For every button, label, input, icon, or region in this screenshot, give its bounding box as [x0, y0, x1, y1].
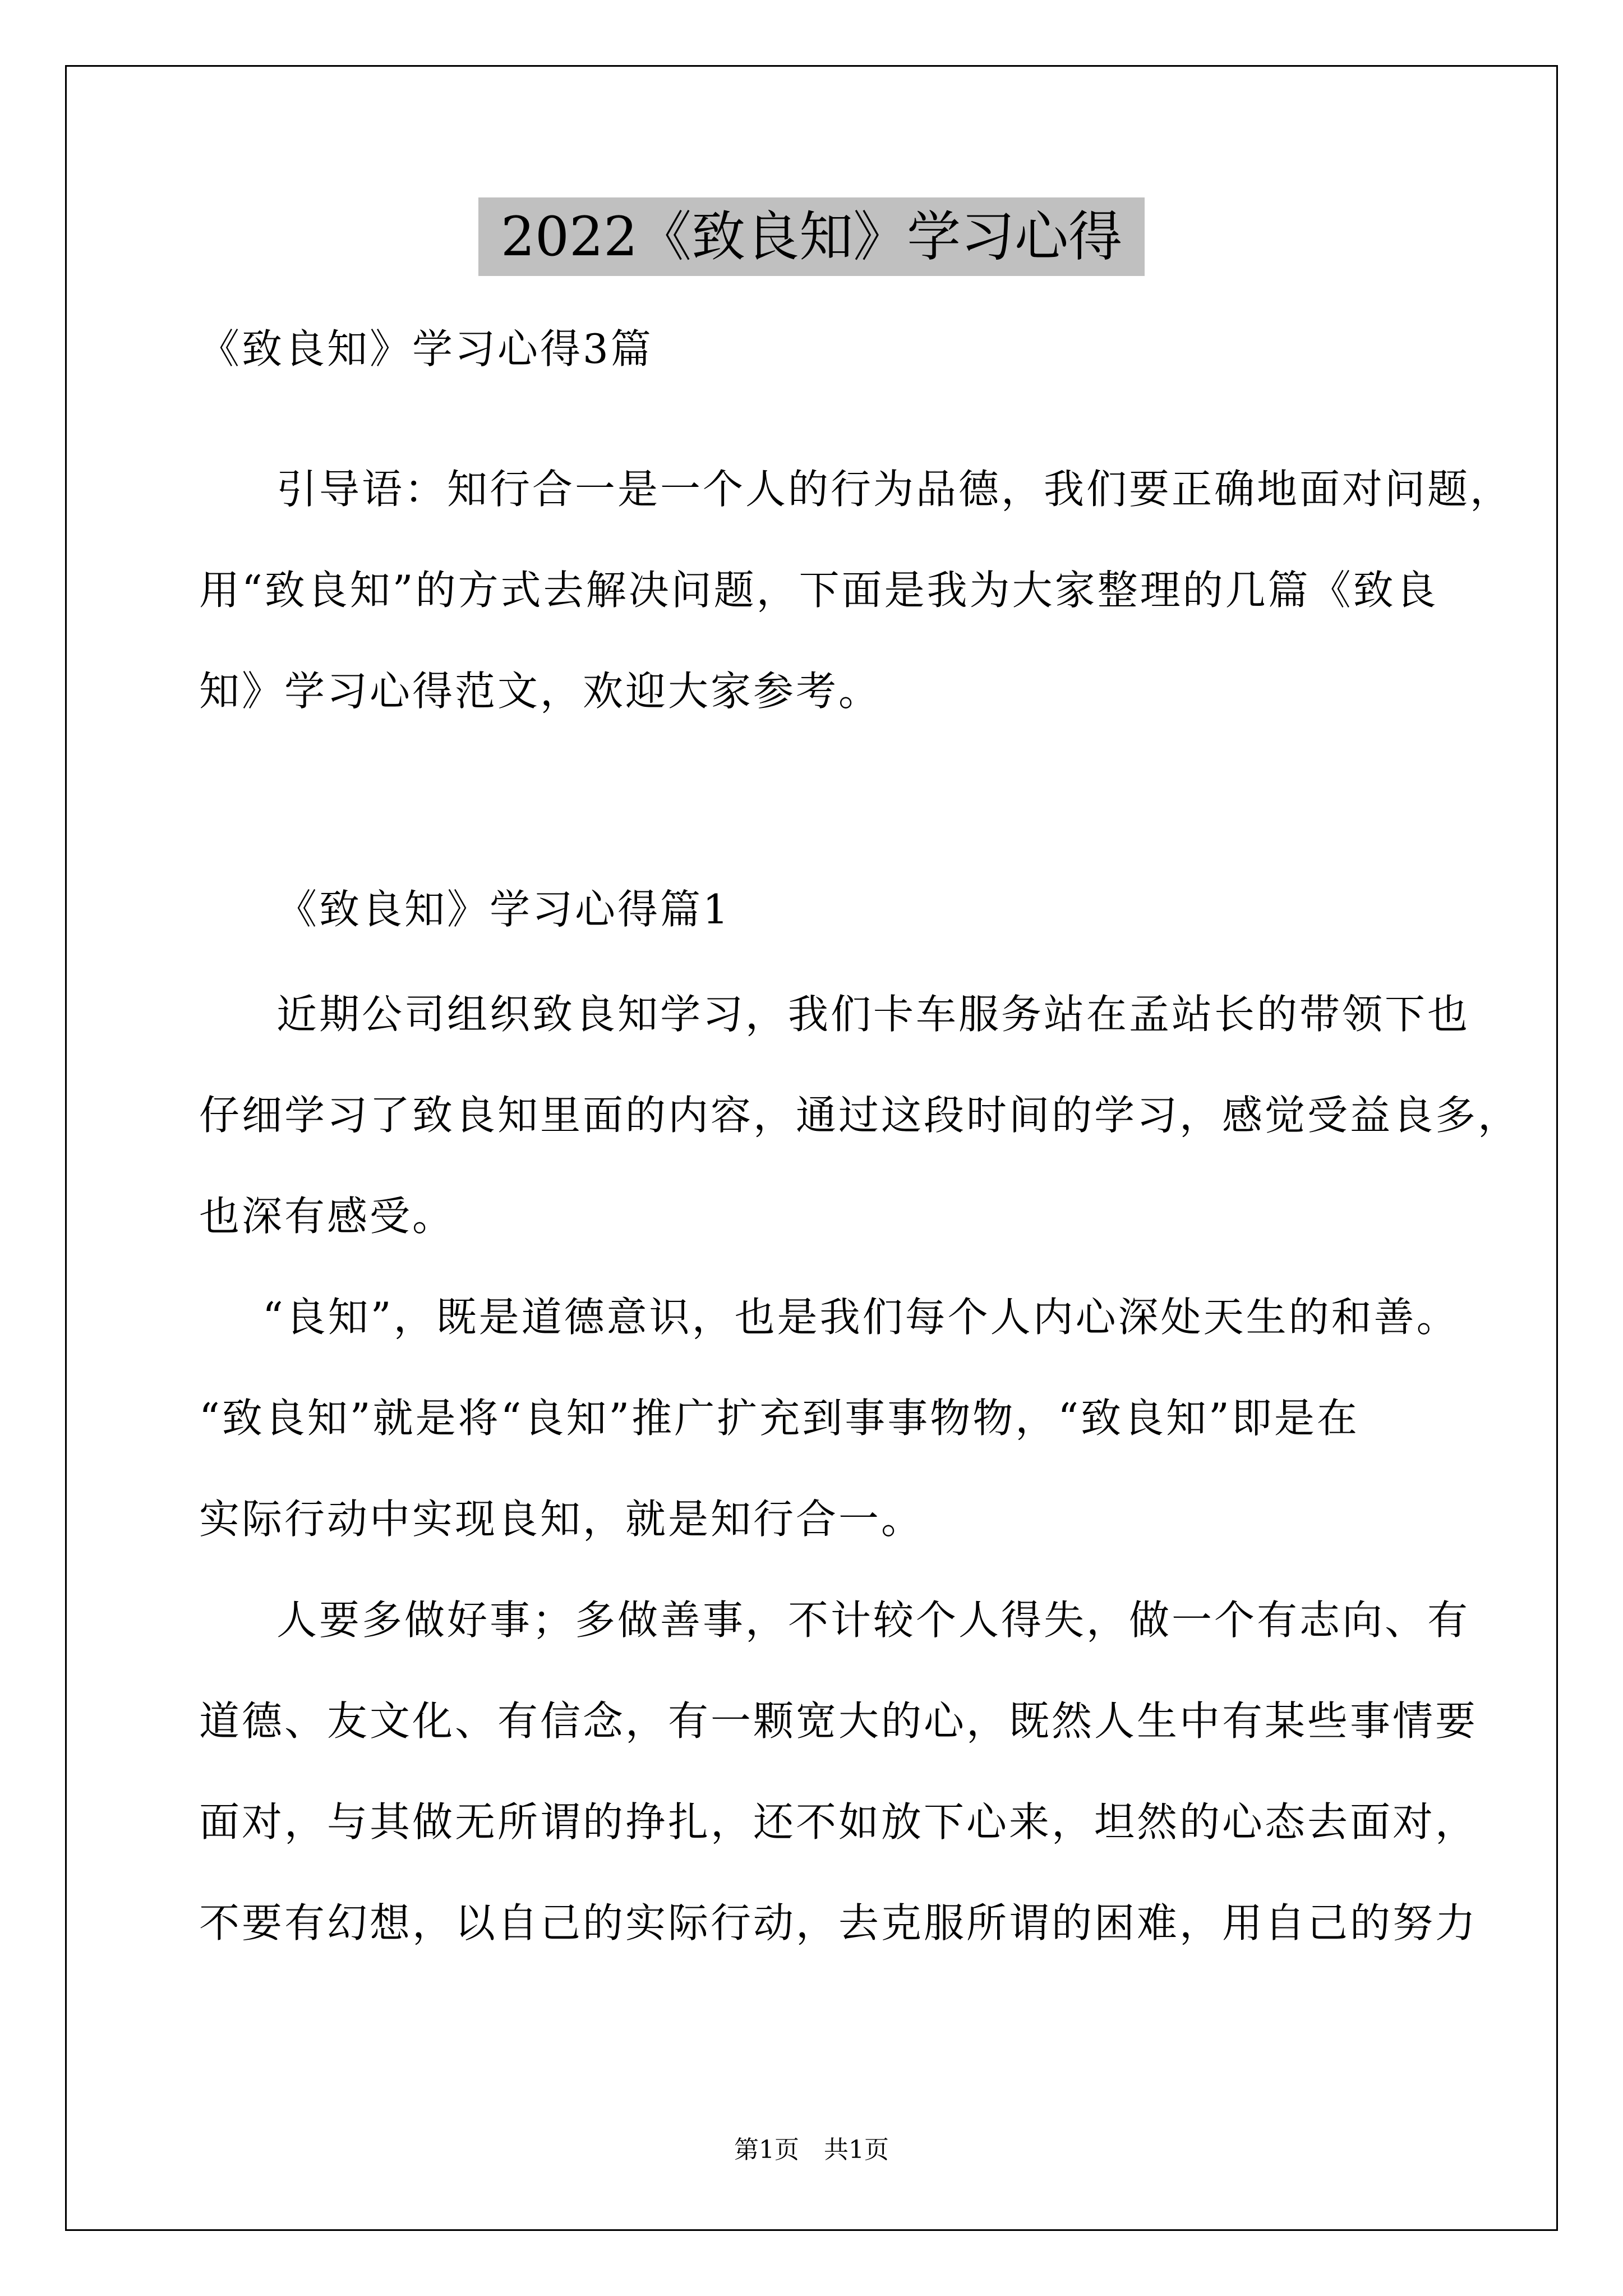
body-line: 不要有幻想，以自己的实际行动，去克服所谓的困难，用自己的努力	[199, 1899, 1478, 1947]
body-line: “致良知”就是将“良知”推广扩充到事事物物，“致良知”即是在	[199, 1395, 1359, 1442]
page-footer: 第1页 共1页	[734, 2136, 889, 2164]
document-title: 2022《致良知》学习心得	[478, 197, 1145, 276]
body-line: 也深有感受。	[199, 1193, 455, 1240]
body-line: 仔细学习了致良知里面的内容，通过这段时间的学习，感觉受益良多，	[199, 1092, 1521, 1139]
body-line: 人要多做好事；多做善事，不计较个人得失，做一个有志向、有	[276, 1596, 1470, 1644]
body-line: 实际行动中实现良知，就是知行合一。	[199, 1496, 924, 1543]
body-line: 近期公司组织致良知学习，我们卡车服务站在孟站长的带领下也	[276, 991, 1470, 1038]
section-heading: 《致良知》学习心得篇1	[276, 886, 731, 933]
body-line: 引导语：知行合一是一个人的行为品德，我们要正确地面对问题，	[276, 466, 1513, 513]
body-line: 面对，与其做无所谓的挣扎，还不如放下心来，坦然的心态去面对，	[199, 1798, 1478, 1846]
body-line: 知》学习心得范文，欢迎大家参考。	[199, 668, 882, 715]
body-line: “良知”，既是道德意识，也是我们每个人内心深处天生的和善。	[262, 1294, 1459, 1341]
body-line: 用“致良知”的方式去解决问题，下面是我为大家整理的几篇《致良	[199, 567, 1438, 614]
subtitle-line: 《致良知》学习心得3篇	[199, 325, 653, 372]
body-line: 道德、友文化、有信念，有一颗宽大的心，既然人生中有某些事情要	[199, 1697, 1478, 1745]
